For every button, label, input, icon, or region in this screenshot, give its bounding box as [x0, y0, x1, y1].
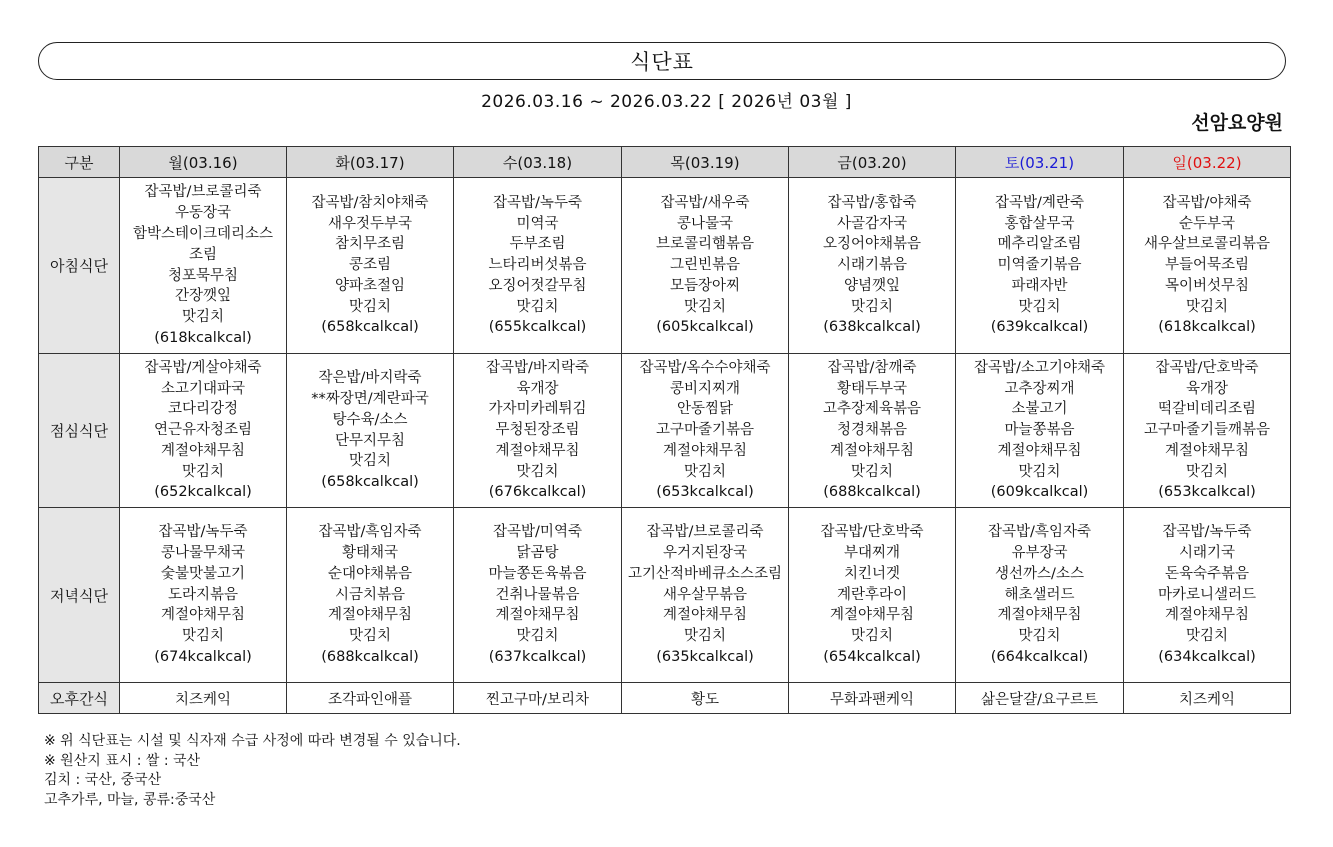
- note-origin-kimchi: 김치 : 국산, 중국산: [44, 772, 162, 788]
- menu-item: 맛김치: [1185, 298, 1229, 315]
- menu-cell-sat: [956, 178, 1124, 354]
- menu-item: 조림: [188, 246, 217, 263]
- menu-item: 함박스테이크데리소스: [132, 225, 274, 242]
- menu-item: 소고기대파국: [160, 380, 246, 397]
- menu-item: 맛김치: [1185, 463, 1229, 480]
- kcal-value: (658kcalkcal): [321, 474, 419, 491]
- menu-cell-tue: [287, 508, 454, 683]
- menu-item: 계절야채무침: [829, 607, 915, 624]
- day-header-mon: 월(03.16): [120, 147, 287, 178]
- menu-item: 우동장국: [174, 205, 232, 222]
- menu-item: 우거지된장국: [662, 545, 748, 561]
- snack-cell-wed: 찐고구마/보리차: [454, 683, 622, 714]
- menu-item: 맛김치: [683, 628, 727, 645]
- menu-item: 황태두부국: [836, 380, 908, 397]
- menu-item: 고추장제육볶음: [822, 401, 922, 418]
- meal-label: 점심식단: [39, 354, 120, 508]
- menu-item: 계절야채무침: [160, 442, 246, 459]
- menu-item: 맛김치: [1018, 628, 1061, 645]
- menu-item: 계절야채무침: [327, 607, 413, 624]
- menu-item: 맛김치: [683, 463, 727, 480]
- menu-cell-mon: [120, 354, 287, 508]
- menu-item: 잡곡밥/단호박죽: [1155, 359, 1259, 376]
- menu-item: 황태채국: [341, 545, 399, 561]
- menu-item: 잡곡밥/야채죽: [1162, 194, 1252, 211]
- menu-item: 건취나물볶음: [495, 586, 580, 603]
- menu-item: 잡곡밥/녹두죽: [1162, 524, 1252, 541]
- menu-item: 생선까스/소스: [995, 565, 1084, 582]
- menu-item: 그린빈볶음: [669, 257, 741, 274]
- snack-label: 오후간식: [39, 683, 120, 714]
- menu-cell-fri: [789, 508, 956, 683]
- menu-item: 잡곡밥/계란죽: [995, 194, 1084, 211]
- menu-item: 계절야채무침: [829, 442, 915, 459]
- menu-cell-mon: [120, 178, 287, 354]
- day-header-sat: 토(03.21): [956, 147, 1124, 178]
- snack-cell-mon: 치즈케익: [120, 683, 287, 714]
- menu-item: 콩나물무채국: [160, 545, 246, 561]
- menu-item: 맛김치: [181, 309, 225, 326]
- snack-cell-sun: 치즈케익: [1124, 683, 1291, 714]
- menu-item: 고추장찌개: [1004, 380, 1075, 397]
- menu-item: 참치무조림: [334, 236, 406, 253]
- note-change: ※ 위 식단표는 시설 및 식자재 수급 사정에 따라 변경될 수 있습니다.: [44, 733, 461, 749]
- menu-item: 돈육숙주볶음: [1164, 565, 1250, 582]
- menu-cell-sun: [1124, 508, 1291, 683]
- menu-item: 콩비지찌개: [669, 380, 741, 397]
- menu-item: 잡곡밥/흑임자죽: [318, 524, 422, 541]
- menu-item: 육개장: [1185, 380, 1229, 397]
- snack-cell-sat: 삶은달걀/요구르트: [956, 683, 1124, 714]
- menu-item: 맛김치: [683, 298, 727, 315]
- menu-item: 치킨너겟: [843, 565, 901, 582]
- day-header-wed: 수(03.18): [454, 147, 622, 178]
- kcal-value: (654kcalkcal): [823, 648, 921, 665]
- day-header-thu: 목(03.19): [622, 147, 789, 178]
- menu-item: 숯불맛불고기: [160, 565, 246, 582]
- menu-item: 오징어야채볶음: [822, 236, 922, 253]
- note-origin-spices: 고추가루, 마늘, 콩류:중국산: [44, 791, 216, 808]
- menu-item: 계절야채무침: [662, 442, 748, 459]
- menu-item: 계절야채무침: [1164, 607, 1250, 624]
- menu-item: 잡곡밥/새우죽: [660, 194, 750, 211]
- header-row: [39, 147, 1291, 178]
- menu-item: 육개장: [516, 380, 559, 397]
- menu-item: 홍합살무국: [1004, 215, 1075, 232]
- menu-item: 맛김치: [516, 628, 559, 645]
- menu-item: 떡갈비데리조림: [1157, 401, 1257, 418]
- menu-item: 마늘쫑돈육볶음: [488, 565, 587, 582]
- snack-row: [39, 683, 1291, 714]
- menu-item: 유부장국: [1011, 545, 1068, 561]
- notes: [44, 732, 461, 810]
- menu-item: 계절야채무침: [495, 607, 580, 624]
- menu-item: 맛김치: [1018, 463, 1061, 480]
- menu-cell-wed: [454, 508, 622, 683]
- kcal-value: (655kcalkcal): [488, 319, 587, 336]
- menu-cell-thu: [622, 178, 789, 354]
- menu-item: 코다리강정: [167, 401, 239, 418]
- menu-item: 부대찌개: [843, 545, 901, 561]
- kcal-value: (638kcalkcal): [823, 319, 921, 336]
- menu-item: 무청된장조림: [495, 422, 580, 439]
- kcal-value: (634kcalkcal): [1158, 648, 1256, 665]
- day-header-tue: 화(03.17): [287, 147, 454, 178]
- menu-item: 콩조림: [348, 257, 392, 274]
- snack-cell-tue: 조각파인애플: [287, 683, 454, 714]
- menu-cell-fri: [789, 354, 956, 508]
- kcal-value: (688kcalkcal): [823, 484, 921, 501]
- menu-item: 계절야채무침: [160, 607, 246, 624]
- menu-item: 시래기볶음: [836, 257, 908, 274]
- page-title: 식단표: [630, 50, 694, 74]
- snack-cell-fri: 무화과팬케익: [789, 683, 956, 714]
- menu-item: 사골감자국: [836, 215, 908, 232]
- kcal-value: (658kcalkcal): [321, 319, 419, 336]
- menu-item: 두부조림: [509, 236, 566, 253]
- menu-item: 잡곡밥/흑임자죽: [988, 524, 1091, 541]
- menu-item: 계절야채무침: [662, 607, 748, 624]
- menu-item: 잡곡밥/브로콜리죽: [646, 524, 764, 541]
- menu-item: 도라지볶음: [167, 586, 239, 603]
- menu-item: 계절야채무침: [495, 442, 580, 459]
- menu-item: 계란후라이: [836, 586, 908, 603]
- menu-cell-wed: [454, 178, 622, 354]
- menu-item: 고구마줄기들깨볶음: [1143, 422, 1271, 439]
- meal-label: 아침식단: [39, 178, 120, 354]
- menu-cell-mon: [120, 508, 287, 683]
- menu-item: 모듬장아찌: [669, 277, 741, 294]
- menu-item: 느타리버섯볶음: [488, 257, 587, 274]
- kcal-value: (618kcalkcal): [154, 329, 252, 346]
- menu-item: 브로콜리햄볶음: [655, 236, 755, 253]
- menu-item: 가자미카레튀김: [488, 401, 587, 418]
- menu-item: 탕수육/소스: [332, 411, 408, 428]
- kcal-value: (605kcalkcal): [656, 319, 754, 336]
- menu-item: 잡곡밥/바지락죽: [486, 359, 589, 376]
- menu-item: 맛김치: [850, 463, 894, 480]
- menu-item: 미역국: [516, 215, 559, 232]
- menu-table: [38, 146, 1291, 714]
- kcal-value: (637kcalkcal): [488, 648, 587, 665]
- menu-item: 양파초절임: [334, 277, 406, 294]
- menu-item: 계절야채무침: [997, 607, 1082, 624]
- kcal-value: (609kcalkcal): [990, 484, 1089, 501]
- menu-item: 부들어묵조림: [1164, 257, 1250, 274]
- kcal-value: (639kcalkcal): [990, 319, 1089, 336]
- menu-cell-tue: [287, 178, 454, 354]
- kcal-value: (688kcalkcal): [321, 648, 419, 665]
- menu-item: 목이버섯무침: [1164, 277, 1250, 294]
- menu-item: 잡곡밥/미역죽: [493, 524, 582, 541]
- menu-item: 맛김치: [348, 628, 392, 645]
- menu-cell-sat: [956, 354, 1124, 508]
- menu-item: 시금치볶음: [334, 586, 406, 603]
- menu-item: 안동찜닭: [676, 401, 734, 418]
- menu-item: 새우살무볶음: [662, 586, 748, 603]
- corner-cell: 구분: [39, 147, 120, 178]
- kcal-value: (652kcalkcal): [154, 484, 252, 501]
- menu-cell-fri: [789, 178, 956, 354]
- menu-item: 잡곡밥/녹두죽: [493, 194, 582, 211]
- menu-cell-thu: [622, 354, 789, 508]
- menu-item: 맛김치: [181, 628, 225, 645]
- menu-item: 간장깻잎: [174, 288, 232, 305]
- menu-item: 고기산적바베큐소스조림: [627, 565, 783, 582]
- kcal-value: (674kcalkcal): [154, 648, 252, 665]
- menu-cell-sun: [1124, 354, 1291, 508]
- snack-cell-thu: 황도: [622, 683, 789, 714]
- menu-item: 잡곡밥/참치야채죽: [311, 194, 429, 211]
- menu-item: 맛김치: [348, 298, 392, 315]
- menu-item: 마늘쫑볶음: [1004, 422, 1075, 439]
- day-header-sun: 일(03.22): [1124, 147, 1291, 178]
- menu-cell-wed: [454, 354, 622, 508]
- menu-item: 잡곡밥/브로콜리죽: [144, 184, 262, 201]
- title-box: [38, 42, 1286, 80]
- menu-item: 연근유자청조림: [153, 422, 253, 439]
- meal-row: [39, 508, 1291, 683]
- menu-item: 작은밥/바지락죽: [318, 370, 422, 387]
- menu-item: 맛김치: [348, 453, 392, 470]
- menu-item: 잡곡밥/단호박죽: [820, 524, 924, 541]
- menu-item: 순대야채볶음: [327, 565, 413, 582]
- meal-row: [39, 178, 1291, 354]
- menu-item: 맛김치: [1018, 298, 1061, 315]
- menu-cell-thu: [622, 508, 789, 683]
- menu-item: 양념깻잎: [843, 277, 901, 294]
- menu-item: 소불고기: [1011, 401, 1068, 418]
- menu-item: 미역줄기볶음: [997, 257, 1082, 274]
- note-origin-rice: ※ 원산지 표시 : 쌀 : 국산: [44, 752, 201, 769]
- menu-item: 시래기국: [1178, 545, 1236, 561]
- menu-item: 닭곰탕: [516, 545, 559, 561]
- kcal-value: (653kcalkcal): [656, 484, 754, 501]
- menu-item: **짜장면/계란파국: [311, 390, 429, 407]
- kcal-value: (664kcalkcal): [990, 648, 1089, 665]
- kcal-value: (618kcalkcal): [1158, 319, 1256, 336]
- meal-label: 저녁식단: [39, 508, 120, 683]
- menu-item: 단무지무침: [334, 432, 406, 449]
- menu-item: 잡곡밥/참깨죽: [827, 359, 917, 376]
- menu-item: 새우젓두부국: [327, 215, 413, 232]
- menu-item: 맛김치: [1185, 628, 1229, 645]
- menu-period: 2026.03.16 ~ 2026.03.22 [ 2026년 03월 ]: [481, 92, 852, 112]
- kcal-value: (635kcalkcal): [656, 648, 754, 665]
- menu-item: 계절야채무침: [1164, 442, 1250, 459]
- menu-item: 잡곡밥/옥수수야채죽: [639, 359, 771, 376]
- menu-item: 오징어젓갈무침: [488, 277, 587, 294]
- menu-item: 새우살브로콜리볶음: [1143, 236, 1271, 253]
- menu-item: 잡곡밥/게살야채죽: [144, 359, 262, 376]
- menu-cell-sat: [956, 508, 1124, 683]
- menu-item: 청포묵무침: [167, 267, 239, 284]
- menu-item: 파래자반: [1011, 277, 1068, 294]
- day-header-fri: 금(03.20): [789, 147, 956, 178]
- menu-item: 메추리알조림: [997, 236, 1082, 253]
- menu-item: 맛김치: [516, 298, 559, 315]
- menu-item: 계절야채무침: [997, 442, 1082, 459]
- facility-name: 선암요양원: [1191, 112, 1283, 134]
- menu-cell-tue: [287, 354, 454, 508]
- menu-item: 맛김치: [516, 463, 559, 480]
- menu-item: 순두부국: [1178, 215, 1236, 232]
- menu-item: 잡곡밥/홍합죽: [827, 194, 917, 211]
- kcal-value: (676kcalkcal): [488, 484, 587, 501]
- menu-item: 잡곡밥/녹두죽: [158, 524, 248, 541]
- menu-item: 청경채볶음: [836, 422, 908, 439]
- menu-item: 맛김치: [181, 463, 225, 480]
- menu-item: 콩나물국: [676, 215, 734, 232]
- kcal-value: (653kcalkcal): [1158, 484, 1256, 501]
- menu-cell-sun: [1124, 178, 1291, 354]
- menu-item: 마카로니샐러드: [1157, 586, 1257, 603]
- meal-row: [39, 354, 1291, 508]
- menu-item: 잡곡밥/소고기야채죽: [974, 359, 1105, 376]
- menu-item: 맛김치: [850, 298, 894, 315]
- menu-item: 맛김치: [850, 628, 894, 645]
- menu-item: 고구마줄기볶음: [655, 422, 755, 439]
- menu-item: 해초샐러드: [1004, 586, 1075, 603]
